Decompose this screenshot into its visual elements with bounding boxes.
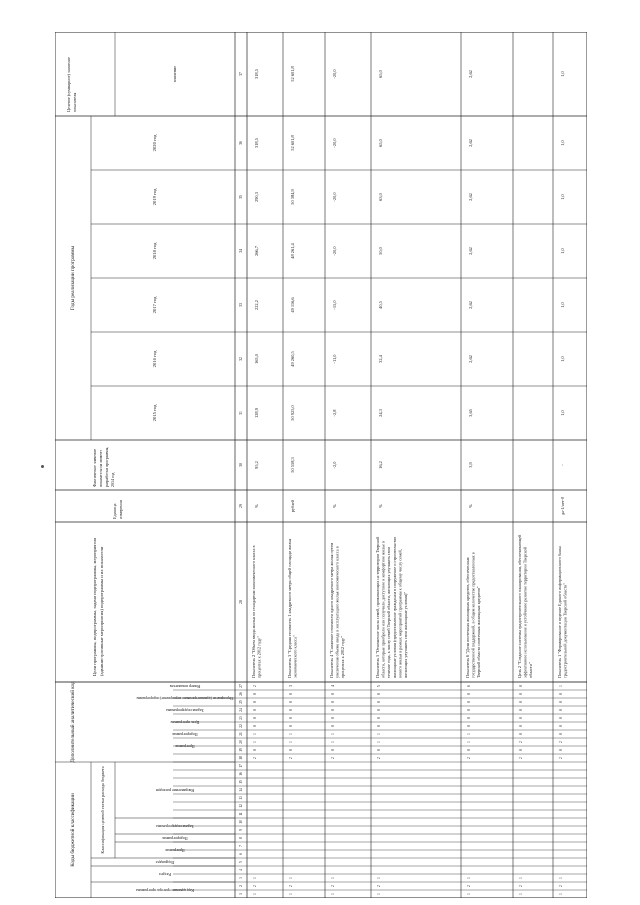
code-cell: 2 — [252, 757, 257, 759]
target-header: Целевое (суммарное) значение — [65, 57, 71, 112]
kbk-header: Коды бюджетной классификации — [70, 793, 77, 867]
code-cell: 0 — [518, 749, 523, 751]
year-value: 1,0 — [560, 356, 566, 362]
code-cell: 0 — [558, 701, 563, 703]
value-header: значение — [172, 65, 178, 83]
indicator-text: течение года, к числу семей Тверской области, желающих улучшить свои — [386, 546, 392, 678]
target-article-header: Классификация целевой статьи расхода бюджета — [99, 766, 105, 854]
table-grid — [55, 32, 587, 898]
subsection-header: Подраздел — [155, 860, 175, 866]
indicator-text: государственной поддержкой, в общем количестве предоставленных в — [470, 552, 476, 678]
column-number: 34 — [238, 249, 243, 253]
task-header: Задача подпрограммы — [156, 824, 194, 830]
column-number: 30 — [238, 463, 243, 467]
unit-cell: % — [467, 504, 473, 508]
year-value: 50,0 — [378, 247, 384, 255]
code-cell: 0 — [558, 717, 563, 719]
code-cell: 0 — [288, 701, 293, 703]
code-cell: 0 — [376, 717, 381, 719]
code-cell: 4 — [330, 685, 335, 687]
analytic-subprogram-header: Подпрограмма — [172, 732, 198, 738]
actual-value: - — [560, 464, 566, 466]
year-value: 1,0 — [560, 140, 566, 146]
column-number: 28 — [238, 600, 243, 604]
code-cell: 1 — [466, 741, 471, 743]
code-cell: 0 — [376, 709, 381, 711]
column-number: 35 — [238, 195, 243, 199]
actual-value: 50 558,3 — [290, 457, 296, 473]
column-number: 8 — [238, 837, 243, 839]
code-cell: 1 — [252, 741, 257, 743]
year-value: 266,7 — [254, 246, 260, 256]
year-header: 2019 год — [152, 188, 158, 206]
column-number: 4 — [238, 869, 243, 871]
year-value: 63,0 — [378, 193, 384, 201]
actual-header: 2014 год — [109, 472, 115, 487]
column-number: 37 — [238, 72, 243, 76]
column-number: 10 — [238, 820, 243, 824]
indicator-text: увеличения объема ввода в эксплуатацию жилья экономического класса в — [334, 546, 340, 678]
code-cell: 2 — [518, 885, 523, 887]
year-value: 163,0 — [254, 354, 260, 364]
code-cell: 1 — [518, 877, 523, 879]
column-number: 19 — [238, 748, 243, 752]
code-cell: 0 — [466, 709, 471, 711]
indicator-text: Показатель 2 "Объем ввода жилья по стандартам экономического класса в — [250, 545, 256, 678]
column-number: 31 — [238, 411, 243, 415]
code-cell: 0 — [376, 693, 381, 695]
goals-header: Цели программы, подпрограммы, задачи подпрограммы, мероприятия — [92, 538, 98, 676]
program-header: Программа — [165, 848, 185, 854]
unit-header: измерения — [117, 500, 123, 519]
indicator-number-header: Номер показателя — [169, 684, 201, 690]
column-number: 22 — [238, 724, 243, 728]
code-cell: 0 — [288, 725, 293, 727]
code-cell: 0 — [252, 717, 257, 719]
analytic-measure-header: Мероприятие (административное мероприятие) подпрограммы — [136, 696, 234, 701]
column-number: 32 — [238, 357, 243, 361]
code-cell: 1 — [288, 877, 293, 879]
year-header: 2017 год — [152, 296, 158, 314]
column-number: 29 — [238, 504, 243, 508]
analytic-task-header: Задача подпрограммы — [166, 708, 204, 714]
year-value: -15,0 — [332, 300, 338, 310]
code-cell: 0 — [330, 717, 335, 719]
code-cell: 1 — [558, 877, 563, 879]
year-value: 50 384,9 — [290, 189, 296, 205]
year-value: 290,3 — [254, 192, 260, 202]
unit-header: Единица — [111, 503, 117, 519]
analytic-program-header: Программа — [175, 744, 195, 750]
year-value: 49 116,6 — [290, 297, 296, 313]
code-cell: 0 — [252, 749, 257, 751]
indicator-text: жилищные условия (предоставление гражданам в сооружение и строительство — [391, 536, 397, 678]
indicator-text: экономического класса" — [292, 635, 298, 678]
code-cell: 0 — [518, 725, 523, 727]
code-cell: 0 — [288, 749, 293, 751]
column-number: 18 — [238, 756, 243, 760]
year-header: 2015 год — [152, 404, 158, 422]
indicator-text: нового жилья в рамках мероприятий программы к общему числу семей, — [397, 549, 403, 678]
code-cell: 0 — [518, 717, 523, 719]
actual-value: 95,2 — [254, 461, 260, 469]
direction-header: Направление расходов — [155, 788, 195, 794]
code-cell: 1 — [376, 741, 381, 743]
code-cell: 0 — [288, 709, 293, 711]
code-cell: 0 — [518, 685, 523, 687]
column-number: 15 — [238, 780, 243, 784]
actual-value: 16,2 — [378, 461, 384, 469]
column-number: 13 — [238, 796, 243, 800]
code-cell: 2 — [376, 885, 381, 887]
actual-header: разработки программы, — [103, 446, 109, 487]
code-cell: 1 — [376, 733, 381, 735]
year-value: 50 925,0 — [290, 405, 296, 421]
target-value: 52 601,8 — [290, 66, 296, 82]
code-cell: 0 — [330, 701, 335, 703]
indicator-text: Показатель 6 "Доля ипотечных жилищных кредитов, обеспеченных — [464, 557, 470, 678]
column-number: 2 — [238, 885, 243, 887]
code-cell: 0 — [466, 701, 471, 703]
code-cell: 1 — [466, 877, 471, 879]
indicator-text: Показатель 5 "Отношение числа семей, проживающих на территории Тверской — [374, 536, 380, 678]
code-cell: 1 — [288, 893, 293, 895]
year-value: 2,62 — [468, 247, 474, 255]
code-cell: 1 — [558, 893, 563, 895]
year-value: 2,62 — [468, 301, 474, 309]
unit-cell: да-1/нет-0 — [559, 496, 565, 516]
code-cell: 0 — [288, 693, 293, 695]
code-cell: 2 — [288, 885, 293, 887]
code-cell: 1 — [376, 893, 381, 895]
column-number: 16 — [238, 772, 243, 776]
indicator-text: Показатель 1 "Формирование и ведение Единого информационного банка — [556, 546, 562, 678]
code-cell: 1 — [288, 733, 293, 735]
goals-header: (административные мероприятия) подпрограммы и их показатели — [99, 546, 105, 676]
code-cell: 1 — [330, 741, 335, 743]
year-value: 40,5 — [378, 301, 384, 309]
column-number: 9 — [238, 829, 243, 831]
column-number: 36 — [238, 141, 243, 145]
year-value: -20,0 — [332, 246, 338, 256]
column-number: 23 — [238, 716, 243, 720]
year-value: 128,9 — [254, 408, 260, 418]
indicator-text: области" — [528, 662, 534, 678]
column-number: 5 — [238, 861, 243, 863]
admin-code-header: Код администратора программы — [136, 888, 194, 894]
year-value: 2,62 — [468, 193, 474, 201]
column-number: 25 — [238, 700, 243, 704]
column-number: 12 — [238, 804, 243, 808]
year-value: 65,0 — [378, 139, 384, 147]
code-cell: 0 — [518, 733, 523, 735]
code-cell: 1 — [518, 893, 523, 895]
rotated-table — [55, 32, 587, 898]
column-number: 24 — [238, 708, 243, 712]
code-cell: 0 — [518, 701, 523, 703]
indicator-text: процентах к 2012 году" — [340, 636, 346, 678]
indicator-text: процентах к 2012 году" — [256, 636, 262, 678]
code-cell: 0 — [518, 709, 523, 711]
code-cell: 0 — [252, 725, 257, 727]
actual-value: -2,0 — [332, 461, 338, 469]
indicator-text: Показатель 4 "Снижение стоимости одного квадратного метра жилья путем — [328, 542, 334, 678]
year-value: 32,4 — [378, 355, 384, 363]
section-header: Раздел — [159, 872, 171, 878]
column-number: 1 — [238, 893, 243, 895]
year-value: 52 601,8 — [290, 135, 296, 151]
code-cell: 2 — [376, 757, 381, 759]
year-value: 2,62 — [468, 355, 474, 363]
column-number: 21 — [238, 732, 243, 736]
code-cell: 0 — [330, 709, 335, 711]
indicator-text: Показатель 3 "Средняя стоимость 1 квадратного метра общей площади жилья — [286, 538, 292, 678]
rotated-table-page — [55, 32, 587, 898]
indicator-text: Цель 2 "Создание системы градостроительного планирования, обеспечивающей — [516, 534, 522, 678]
code-cell: 1 — [466, 733, 471, 735]
code-cell: 1 — [558, 685, 563, 687]
years-header: Годы реализации программы — [70, 245, 77, 311]
code-cell: 0 — [466, 693, 471, 695]
indicator-text: градостроительной документации Тверской области" — [562, 583, 568, 678]
code-cell: 1 — [252, 733, 257, 735]
code-cell: 0 — [252, 693, 257, 695]
actual-header: Фактическое значение — [91, 448, 97, 487]
year-value: -20,0 — [332, 192, 338, 202]
code-cell: 0 — [330, 749, 335, 751]
code-cell: 0 — [376, 725, 381, 727]
code-cell: 1 — [376, 877, 381, 879]
year-value: 1,0 — [560, 302, 566, 308]
code-cell: 2 — [288, 757, 293, 759]
code-cell: 2 — [466, 885, 471, 887]
column-number: 33 — [238, 303, 243, 307]
code-cell: 1 — [330, 877, 335, 879]
year-value: -11,0 — [332, 354, 338, 364]
year-value: 1,0 — [560, 410, 566, 416]
unit-cell: % — [253, 504, 259, 508]
code-cell: 0 — [466, 725, 471, 727]
column-number: 26 — [238, 692, 243, 696]
year-value: -2,8 — [332, 409, 338, 417]
target-value: 1,0 — [560, 71, 566, 77]
code-cell: 1 — [252, 893, 257, 895]
indicator-text: желающих улучшить свои жилищные условия)" — [402, 591, 408, 678]
actual-value: 3,9 — [468, 462, 474, 468]
column-number: 20 — [238, 740, 243, 744]
column-number: 27 — [238, 684, 243, 688]
code-cell: 1 — [252, 877, 257, 879]
year-value: 222,2 — [254, 300, 260, 310]
unit-cell: рублей — [289, 499, 295, 513]
code-cell: 0 — [252, 701, 257, 703]
indicator-text: области, которые приобрели или получили доступное и комфортное жилье в — [380, 541, 386, 678]
code-cell: 6 — [466, 685, 471, 687]
column-number: 7 — [238, 845, 243, 847]
code-cell: 1 — [330, 893, 335, 895]
code-cell: 2 — [558, 885, 563, 887]
year-value: 2,62 — [468, 139, 474, 147]
code-cell: 1 — [330, 733, 335, 735]
year-value: 24,3 — [378, 409, 384, 417]
code-cell: 0 — [558, 733, 563, 735]
target-value: -20,0 — [332, 69, 338, 79]
unit-cell: % — [331, 504, 337, 508]
scan-speck — [41, 465, 44, 468]
year-value: 48 261,4 — [290, 243, 296, 259]
indicator-text: Тверской области ипотечных жилищных кредитов" — [476, 586, 482, 678]
code-cell: 1 — [466, 893, 471, 895]
code-cell: 5 — [376, 685, 381, 687]
target-value: 318,5 — [254, 69, 260, 79]
code-cell: 2 — [518, 741, 523, 743]
code-cell: 0 — [466, 749, 471, 751]
code-cell: 0 — [518, 693, 523, 695]
code-cell: 0 — [252, 709, 257, 711]
year-value: -20,0 — [332, 138, 338, 148]
target-value: 2,62 — [468, 70, 474, 78]
actual-header: показателя на момент — [97, 450, 103, 487]
code-cell: 0 — [376, 749, 381, 751]
code-cell: 0 — [558, 709, 563, 711]
year-value: 1,0 — [560, 248, 566, 254]
year-value: 3,65 — [468, 409, 474, 417]
column-number: 6 — [238, 853, 243, 855]
column-number: 14 — [238, 788, 243, 792]
year-header: 2020 год — [152, 134, 158, 152]
code-cell: 2 — [252, 885, 257, 887]
code-cell: 2 — [558, 741, 563, 743]
unit-cell: % — [377, 504, 383, 508]
code-cell: 2 — [558, 757, 563, 759]
column-number: 11 — [238, 812, 243, 816]
analytic-goal-header: Цель программы — [170, 720, 200, 726]
code-cell: 2 — [252, 685, 257, 687]
code-cell: 2 — [466, 757, 471, 759]
analytic-header: Дополнительный аналитический код — [70, 681, 77, 763]
column-number: 17 — [238, 764, 243, 768]
year-header: 2018 год — [152, 242, 158, 260]
code-cell: 2 — [518, 757, 523, 759]
subprogram-header: Подпрограмма — [162, 836, 188, 842]
target-value: 65,0 — [378, 70, 384, 78]
code-cell: 2 — [330, 757, 335, 759]
code-cell: 2 — [330, 885, 335, 887]
code-cell: 0 — [330, 725, 335, 727]
code-cell: 3 — [288, 685, 293, 687]
code-cell: 0 — [558, 749, 563, 751]
column-number: 3 — [238, 877, 243, 879]
code-cell: 0 — [330, 693, 335, 695]
year-header: 2016 год — [152, 350, 158, 368]
code-cell: 0 — [466, 717, 471, 719]
target-header: показателя — [71, 92, 77, 112]
code-cell: 1 — [288, 741, 293, 743]
indicator-text: эффективное использование и устойчивое развитие территории Тверской — [522, 547, 528, 678]
year-value: 1,0 — [560, 194, 566, 200]
year-value: 49 260,5 — [290, 351, 296, 367]
year-value: 318,5 — [254, 138, 260, 148]
code-cell: 0 — [558, 693, 563, 695]
code-cell: 0 — [558, 725, 563, 727]
code-cell: 0 — [376, 701, 381, 703]
code-cell: 0 — [288, 717, 293, 719]
